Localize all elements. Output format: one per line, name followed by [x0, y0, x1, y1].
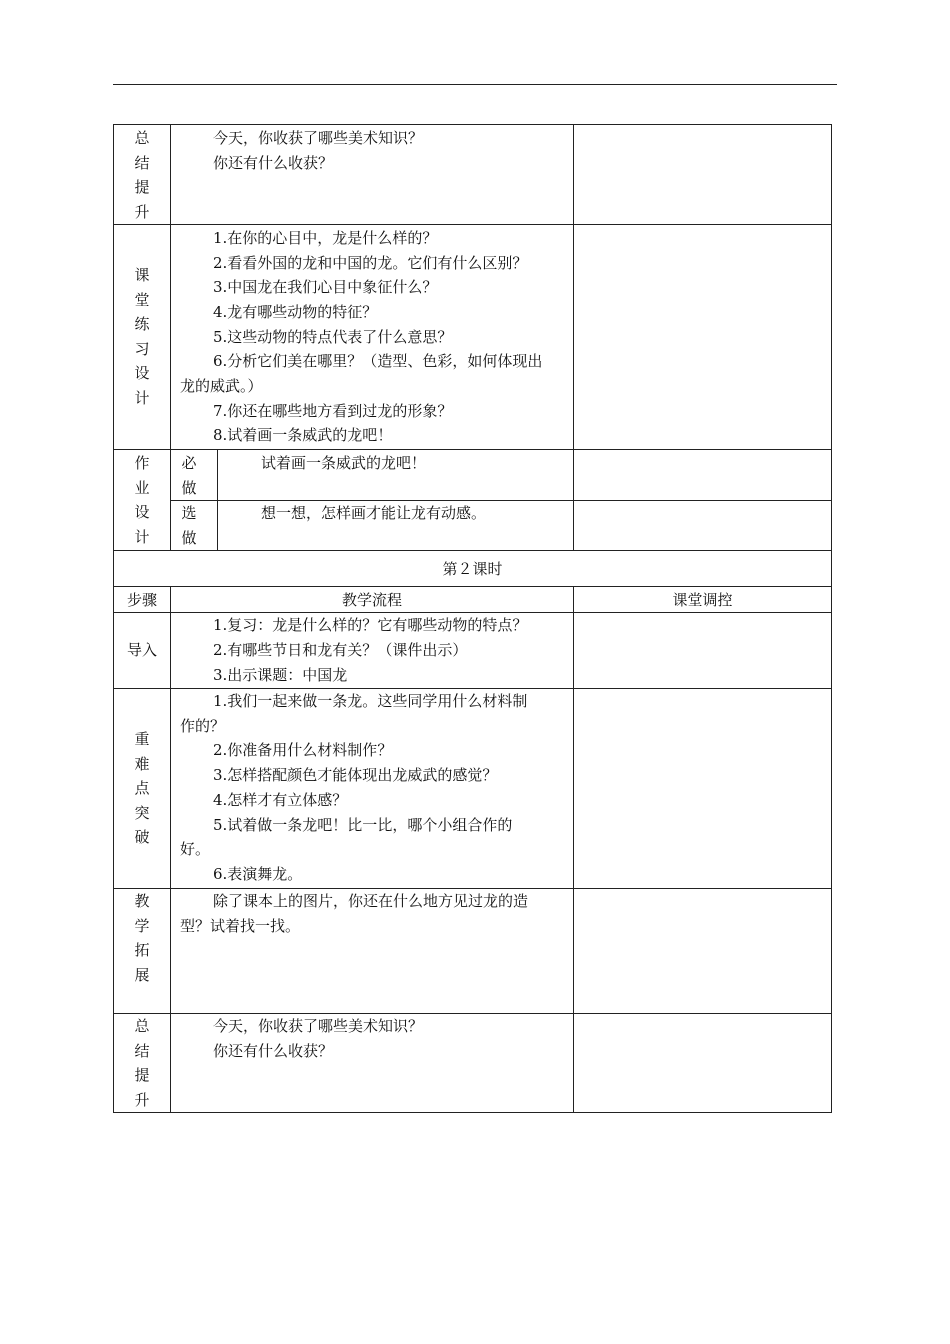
lesson1-summary-line-1: 今天，你收获了哪些美术知识？	[213, 129, 424, 147]
key-points-line-6: 6.表演舞龙。	[213, 865, 303, 883]
extension-label: 教 学 拓 展	[134, 892, 150, 984]
intro-line-3: 3.出示课题：中国龙	[213, 666, 348, 684]
practice-line-2: 2.看看外国的龙和中国的龙。它们有什么区别？	[213, 254, 528, 272]
intro-line-1: 1.复习：龙是什么样的？它有哪些动物的特点？	[213, 616, 528, 634]
practice-line-4: 4.龙有哪些动物的特征？	[213, 303, 378, 321]
lesson1-summary-line-2: 你还有什么收获？	[213, 154, 334, 172]
homework-optional-text: 想一想，怎样画才能让龙有动感。	[261, 504, 487, 522]
key-points-line-4: 4.怎样才有立体感？	[213, 791, 348, 809]
practice-line-8: 8.试着画一条威武的龙吧！	[213, 426, 393, 444]
key-points-line-5-cont: 好。	[180, 840, 211, 858]
homework-required-label: 必 做	[181, 454, 197, 497]
header-control: 课堂调控	[672, 591, 733, 609]
lesson2-summary-label: 总 结 提 升	[134, 1017, 150, 1109]
lesson2-summary-line-1: 今天，你收获了哪些美术知识？	[213, 1017, 424, 1035]
practice-line-6: 6.分析它们美在哪里？（造型、色彩，如何体现出	[213, 352, 543, 370]
key-points-label: 重 难 点 突 破	[134, 730, 150, 847]
lesson2-summary-line-2: 你还有什么收获？	[213, 1042, 334, 1060]
lesson2-title: 第２课时	[442, 560, 503, 578]
intro-line-2: 2.有哪些节日和龙有关？（课件出示）	[213, 641, 468, 659]
practice-line-1: 1.在你的心目中，龙是什么样的？	[213, 229, 438, 247]
extension-line-1: 除了课本上的图片，你还在什么地方见过龙的造	[213, 892, 529, 910]
practice-line-7: 7.你还在哪些地方看到过龙的形象？	[213, 402, 453, 420]
extension-line-2: 型？试着找一找。	[180, 917, 301, 935]
practice-label: 课 堂 练 习 设 计	[134, 266, 150, 407]
key-points-line-3: 3.怎样搭配颜色才能体现出龙威武的感觉？	[213, 766, 498, 784]
homework-required-text: 试着画一条威武的龙吧！	[261, 454, 427, 472]
key-points-line-5: 5.试着做一条龙吧！比一比，哪个小组合作的	[213, 816, 513, 834]
lesson1-summary-label: 总 结 提 升	[134, 129, 150, 221]
key-points-line-2: 2.你准备用什么材料制作？	[213, 741, 393, 759]
key-points-line-1-cont: 作的？	[180, 717, 226, 735]
key-points-line-1: 1.我们一起来做一条龙。这些同学用什么材料制	[213, 692, 528, 710]
practice-line-6-cont: 龙的威武。）	[180, 377, 263, 395]
intro-label: 导入	[126, 641, 157, 659]
header-flow: 教学流程	[341, 591, 402, 609]
practice-line-5: 5.这些动物的特点代表了什么意思？	[213, 328, 453, 346]
header-step: 步骤	[126, 591, 157, 609]
homework-label: 作 业 设 计	[134, 454, 150, 546]
homework-optional-label: 选 做	[181, 504, 197, 547]
practice-line-3: 3.中国龙在我们心目中象征什么？	[213, 278, 438, 296]
